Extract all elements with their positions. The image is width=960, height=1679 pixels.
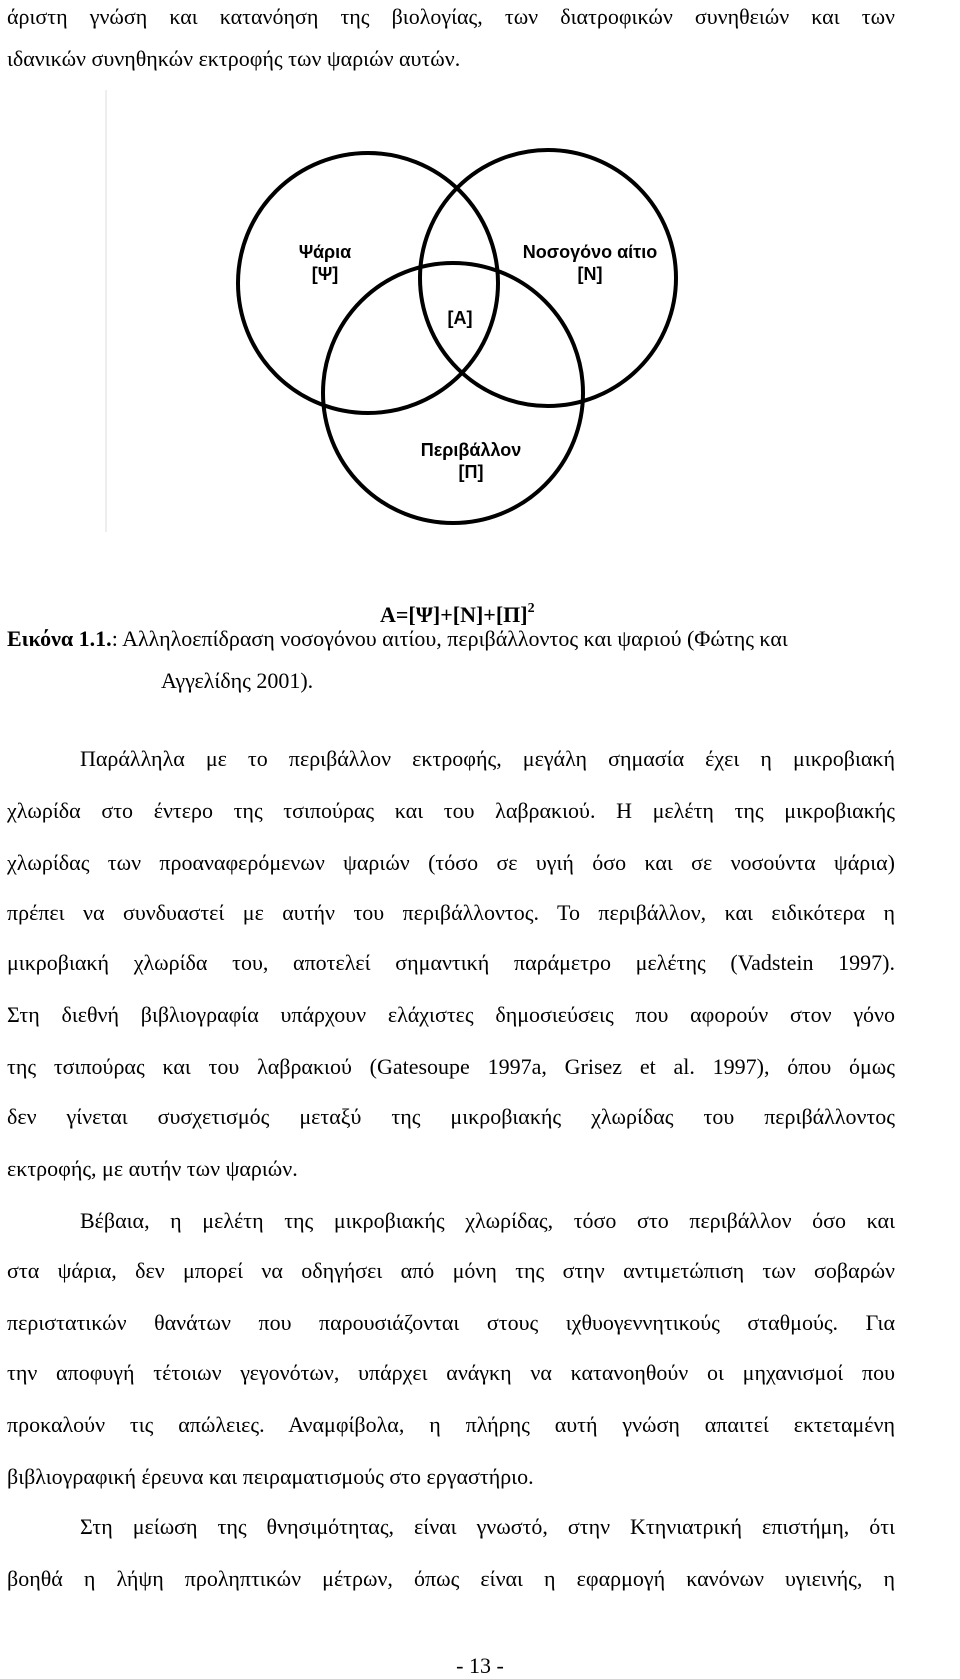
pathogen-label: Νοσογόνο αίτιο — [522, 242, 658, 262]
paragraph-line: στα ψάρια, δεν μπορεί να οδηγήσει από μόνη της στην αντιμετώπιση των σοβαρών — [7, 1258, 895, 1283]
fish-label: Ψάρια — [298, 242, 352, 262]
text-line: ιδανικών συνηθηκών εκτροφής των ψαριών αυτών. — [7, 46, 461, 71]
formula-exponent: 2 — [527, 601, 535, 616]
paragraph-line: πρέπει να συνδυαστεί με αυτήν του περιβάλλοντος. Το περιβάλλον, και ειδικότερα η — [7, 900, 895, 925]
fish-circle — [238, 153, 498, 413]
pathogen-circle — [420, 150, 676, 406]
paragraph-line: Στη διεθνή βιβλιογραφία υπάρχουν ελάχιστες δημοσιεύσεις που αφορούν στον γόνο — [7, 1002, 895, 1027]
paragraph-line: περιστατικών θανάτων που παρουσιάζονται στους ιχθυογεννητικούς σταθμούς. Για — [7, 1310, 895, 1335]
paragraph-line: της τσιπούρας και του λαβρακιού (Gatesoupe 1997a, Grisez et al. 1997), όπου όμως — [7, 1054, 895, 1079]
page-number: - 13 - — [456, 1653, 504, 1678]
paragraph-line: προκαλούν τις απώλειες. Αναμφίβολα, η πλήρης αυτή γνώση απαιτεί εκτεταμένη — [7, 1412, 895, 1437]
pathogen-symbol: [Ν] — [577, 264, 603, 284]
paragraph-line: εκτροφής, με αυτήν των ψαριών. — [7, 1156, 298, 1181]
caption-label: Εικόνα 1.1. — [7, 626, 112, 651]
formula — [380, 596, 535, 628]
intersection-label: [Α] — [447, 308, 473, 328]
paragraph-line: δεν γίνεται συσχετισμός μεταξύ της μικροβιακής χλωρίδας του περιβάλλοντος — [7, 1104, 895, 1129]
caption-text: : Αλληλοεπίδραση νοσογόνου αιτίου, περιβάλλοντος και ψαριού (Φώτης και — [111, 626, 788, 651]
environment-circle — [323, 263, 583, 523]
paragraph-line: την αποφυγή τέτοιων γεγονότων, υπάρχει ανάγκη να κατανοηθούν οι μηχανισμοί που — [7, 1360, 895, 1385]
formula-base: Α=[Ψ]+[Ν]+[Π] — [380, 602, 528, 627]
paragraph-line: Παράλληλα με το περιβάλλον εκτροφής, μεγάλη σημασία έχει η μικροβιακή — [80, 746, 895, 771]
paragraph-line: Βέβαια, η μελέτη της μικροβιακής χλωρίδας, τόσο στο περιβάλλον όσο και — [80, 1208, 895, 1233]
paragraph-line: βιβλιογραφική έρευνα και πειραματισμούς στο εργαστήριο. — [7, 1464, 534, 1489]
environment-label: Περιβάλλον — [420, 440, 522, 460]
fish-symbol: [Ψ] — [311, 264, 339, 284]
paragraph-line: χλωρίδας των προαναφερόμενων ψαριών (τόσο σε υγιή όσο και σε νοσούντα ψάρια) — [7, 850, 895, 875]
figure-caption — [7, 626, 788, 652]
caption-continuation: Αγγελίδης 2001). — [161, 668, 314, 693]
paragraph-line: χλωρίδα στο έντερο της τσιπούρας και του λαβρακιού. Η μελέτη της μικροβιακής — [7, 798, 895, 823]
environment-symbol: [Π] — [458, 462, 484, 482]
paragraph-line: Στη μείωση της θνησιμότητας, είναι γνωστό, στην Κτηνιατρική επιστήμη, ότι — [80, 1514, 895, 1539]
venn-diagram — [0, 0, 960, 600]
text-line: άριστη γνώση και κατανόηση της βιολογίας, των διατροφικών συνηθειών και των — [7, 4, 895, 29]
paragraph-line: μικροβιακή χλωρίδα του, αποτελεί σημαντική παράμετρο μελέτης (Vadstein 1997). — [7, 950, 895, 975]
paragraph-line: βοηθά η λήψη προληπτικών μέτρων, όπως είναι η εφαρμογή κανόνων υγιεινής, η — [7, 1566, 895, 1591]
